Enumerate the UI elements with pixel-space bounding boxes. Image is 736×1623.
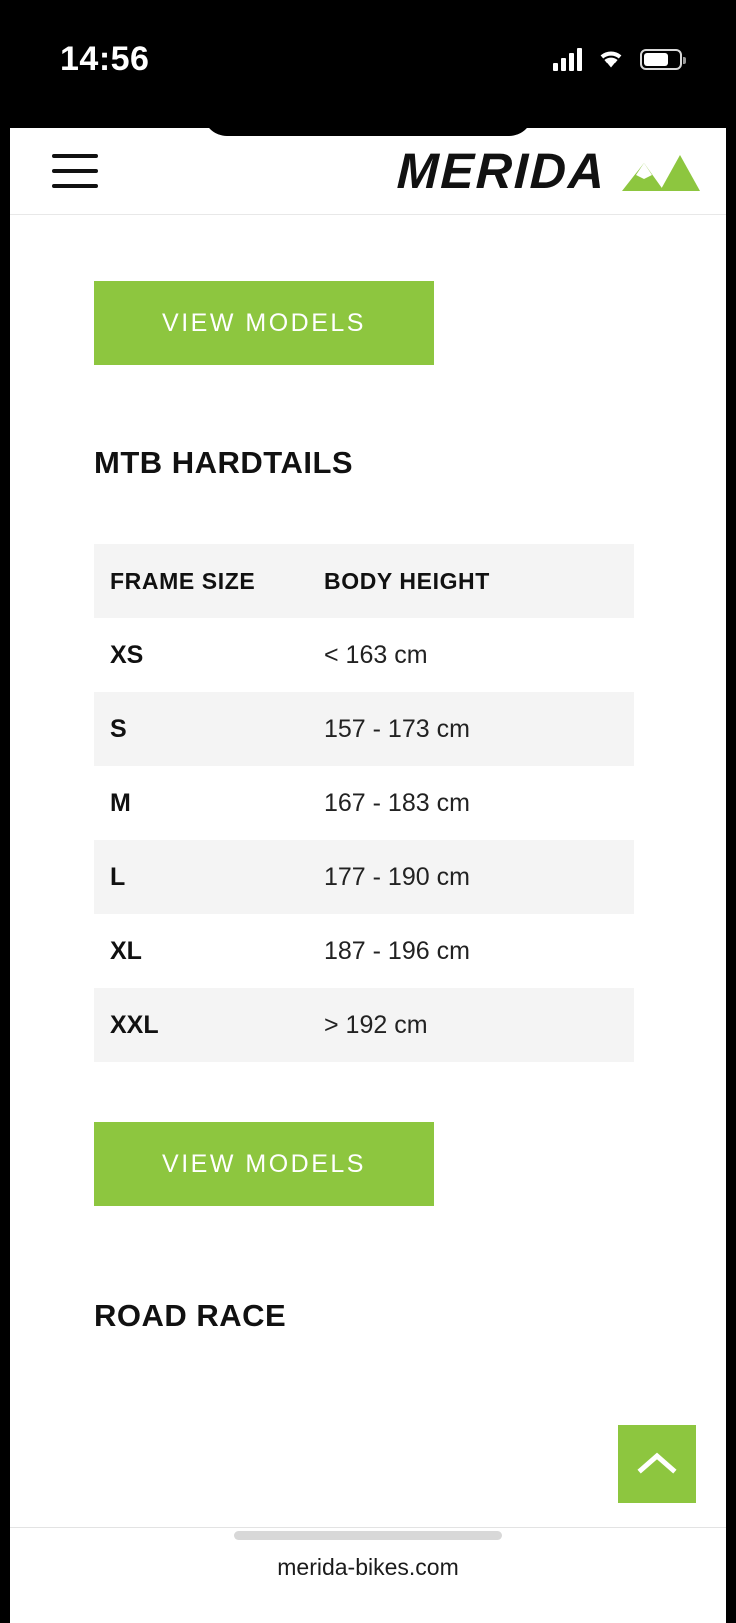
- cellular-signal-icon: [553, 47, 582, 71]
- status-time: 14:56: [60, 39, 150, 78]
- table-row: [94, 618, 634, 692]
- column-header-body-height: BODY HEIGHT: [324, 567, 490, 594]
- table-row: [94, 766, 634, 840]
- cell-body-height: 167 - 183 cm: [324, 788, 470, 817]
- section-title-road-race: ROAD RACE: [94, 1298, 287, 1333]
- chevron-up-icon: [637, 1450, 677, 1479]
- cell-frame-size: XL: [110, 936, 142, 965]
- browser-page: [10, 128, 726, 1580]
- battery-icon: [640, 49, 682, 70]
- cell-body-height: 157 - 173 cm: [324, 714, 470, 743]
- cell-body-height: 187 - 196 cm: [324, 936, 470, 965]
- table-header-row: [94, 544, 634, 618]
- site-header: [10, 128, 726, 215]
- cell-frame-size: S: [110, 714, 127, 743]
- cell-frame-size: XS: [110, 640, 144, 669]
- cell-body-height: < 163 cm: [324, 640, 428, 669]
- status-indicators: [553, 47, 682, 71]
- wifi-icon: [596, 48, 626, 70]
- merida-logo[interactable]: [397, 142, 700, 200]
- url-text: merida-bikes.com: [277, 1554, 459, 1580]
- hamburger-menu-icon[interactable]: [52, 154, 98, 188]
- home-indicator: [234, 1531, 502, 1540]
- column-header-frame-size: FRAME SIZE: [110, 567, 256, 594]
- table-row: [94, 692, 634, 766]
- section-title-mtb-hardtails: MTB HARDTAILS: [94, 445, 354, 480]
- brand-wordmark: MERIDA: [395, 143, 607, 199]
- page-content: [10, 281, 726, 1623]
- cell-frame-size: M: [110, 788, 131, 817]
- table-row: [94, 840, 634, 914]
- table-row: [94, 988, 634, 1062]
- view-models-button-bottom[interactable]: VIEW MODELS: [94, 1122, 434, 1206]
- back-to-top-button[interactable]: [618, 1425, 696, 1503]
- size-chart-table: [94, 544, 634, 1062]
- browser-url-bar[interactable]: [10, 1527, 726, 1623]
- merida-mountain-logo-icon: [614, 149, 700, 193]
- view-models-button-top[interactable]: VIEW MODELS: [94, 281, 434, 365]
- cell-body-height: 177 - 190 cm: [324, 862, 470, 891]
- device-notch: [203, 96, 533, 136]
- table-row: [94, 914, 634, 988]
- cell-frame-size: L: [110, 862, 126, 891]
- cell-frame-size: XXL: [110, 1010, 159, 1039]
- cell-body-height: > 192 cm: [324, 1010, 428, 1039]
